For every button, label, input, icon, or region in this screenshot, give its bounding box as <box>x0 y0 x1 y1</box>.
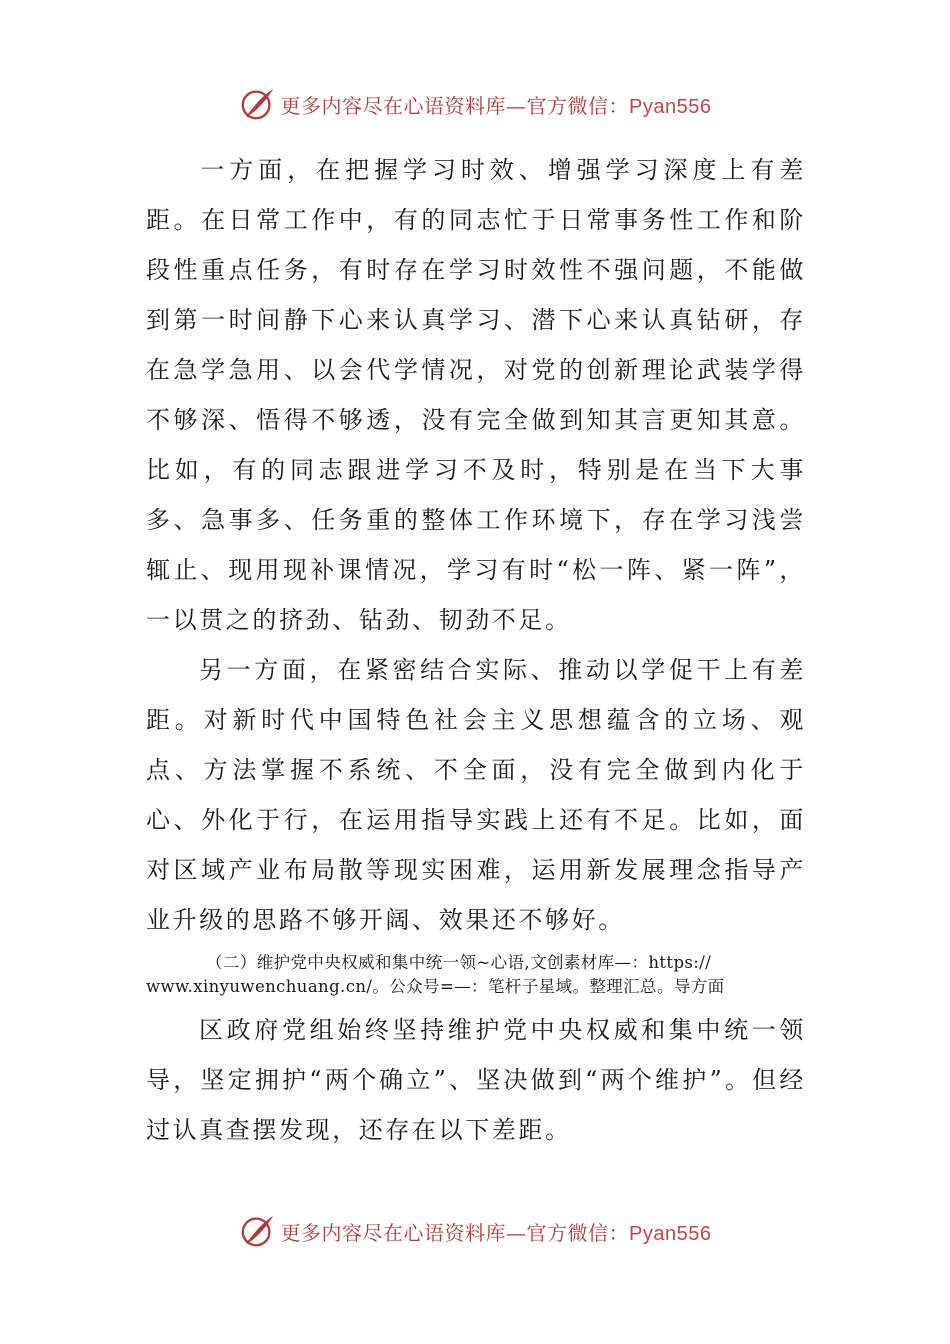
quill-logo-icon <box>239 85 277 123</box>
paragraph-1 <box>146 145 806 645</box>
section-heading <box>146 951 806 999</box>
section-heading-line-1: （二）维护党中央权威和集中统一领~心语,文创素材库—：https:// <box>206 953 712 972</box>
paragraph-2 <box>146 645 806 945</box>
banner-text <box>281 1217 712 1246</box>
document-body <box>146 145 806 1155</box>
paragraph-3 <box>146 1005 806 1155</box>
paragraph-3-text: 区政府党组始终坚持维护党中央权威和集中统一领导，坚定拥护“两个确立”、坚决做到“两个维护”。但经过认真查摆发现，还存在以下差距。 <box>146 1016 806 1144</box>
header-banner <box>0 84 950 124</box>
banner-main-text: 更多内容尽在心语资料库 <box>280 93 507 118</box>
footer-banner <box>0 1211 950 1251</box>
banner-separator: — <box>506 1220 527 1245</box>
quill-logo-icon <box>239 1212 277 1250</box>
section-heading-line-2: www.xinyuwenchuang.cn/。公众号=—：笔杆子星域。整理汇总。导方面 <box>146 977 725 996</box>
banner-separator: — <box>506 93 527 118</box>
banner-wechat-label: 官方微信： <box>526 1220 630 1245</box>
banner-main-text: 更多内容尽在心语资料库 <box>280 1220 507 1245</box>
banner-wechat-label: 官方微信： <box>526 93 630 118</box>
paragraph-1-text: 一方面，在把握学习时效、增强学习深度上有差距。在日常工作中，有的同志忙于日常事务性工作和阶段性重点任务，有时存在学习时效性不强问题，不能做到第一时间静下心来认真学习、潜下心来认真钻研，存在急学急用、以会代学情况，对党的创新理论武装学得不够深、悟得不够透，没有完全做到知其言更知其意。比如，有的同志跟进学习不及时，特别是在当下大事多、急事多、任务重的整体工作环境下，存在学习浅尝辄止、现用现补课情况，学习有时“松一阵、紧一阵”，一以贯之的挤劲、钻劲、韧劲不足。 <box>146 156 806 634</box>
banner-wechat-id: Pyan556 <box>629 95 712 118</box>
paragraph-2-text: 另一方面，在紧密结合实际、推动以学促干上有差距。对新时代中国特色社会主义思想蕴含的立场、观点、方法掌握不系统、不全面，没有完全做到内化于心、外化于行，在运用指导实践上还有不足。比如，面对区域产业布局散等现实困难，运用新发展理念指导产业升级的思路不够开阔、效果还不够好。 <box>146 656 806 934</box>
banner-text <box>281 90 712 119</box>
banner-wechat-id: Pyan556 <box>629 1222 712 1245</box>
